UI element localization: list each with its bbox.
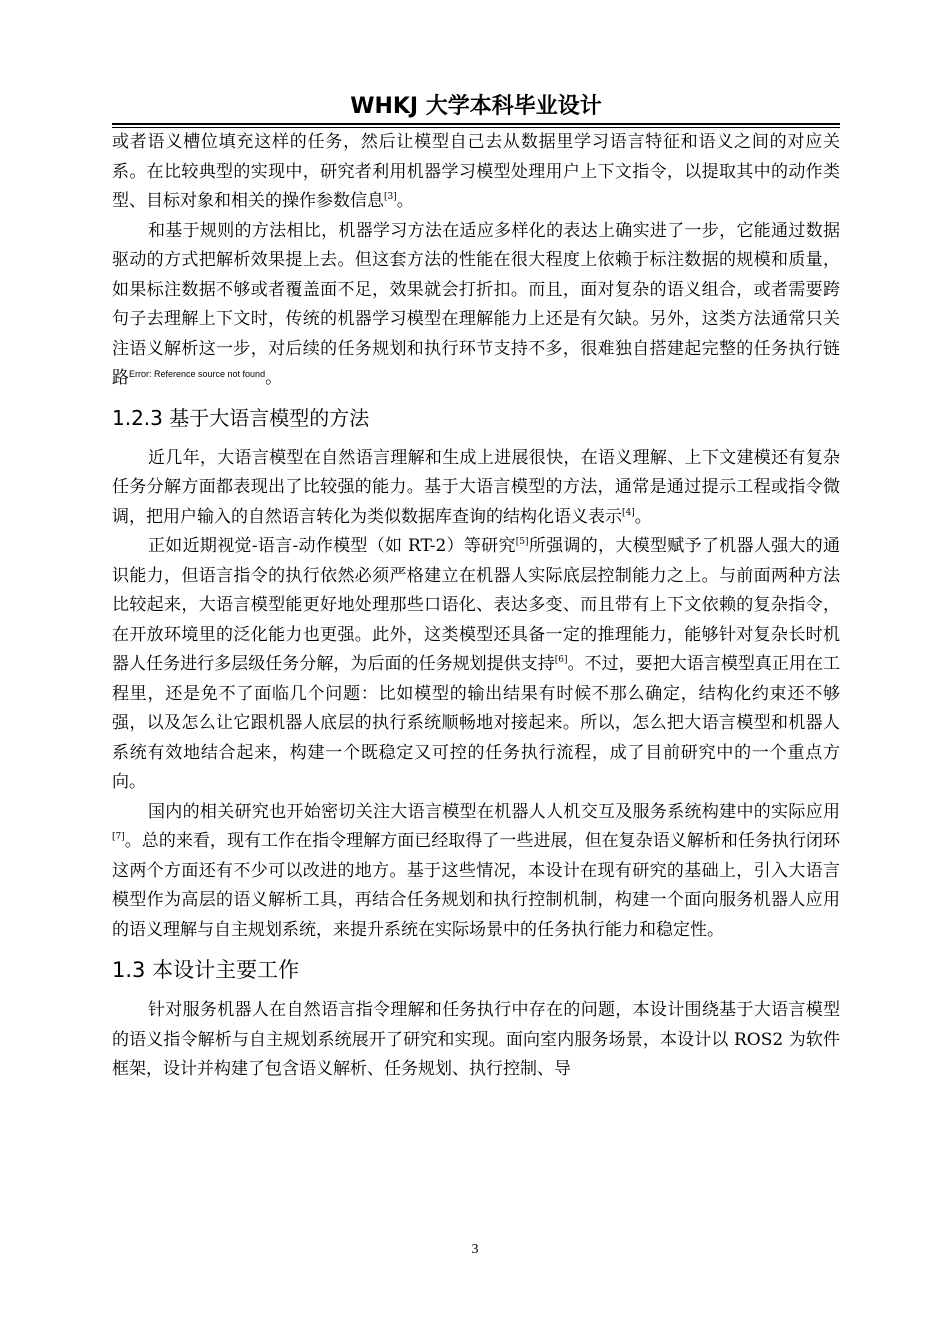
- citation-ref: [4]: [622, 507, 635, 518]
- page-header-title: WHKJ 大学本科毕业设计: [350, 94, 602, 119]
- paragraph-tail: 。: [265, 368, 283, 388]
- paragraph-text: 针对服务机器人在自然语言指令理解和任务执行中存在的问题，本设计围绕基于大语言模型的语义指令解析与自主规划系统展开了研究和实现。面向室内服务场景，本设计以 ROS2 为软件框架，设计并构建了包含语义解析、任务规划、执行控制、导: [112, 1000, 840, 1079]
- paragraph-tail: 。: [396, 191, 414, 211]
- page-number: 3: [471, 1242, 479, 1257]
- paragraph-ml-limitations: [112, 217, 840, 394]
- paragraph-text: 国内的相关研究也开始密切关注大语言模型在机器人人机交互及服务系统构建中的实际应用: [148, 801, 840, 822]
- citation-ref: [3]: [384, 192, 397, 202]
- paragraph-tail: 。: [634, 506, 652, 527]
- paragraph-text: 所强调的，大模型赋予了机器人强大的通识能力，但语言指令的执行依然必须严格建立在机器人实际底层控制能力之上。与前面两种方法比较起来，大语言模型能更好地处理那些口语化、表达多变、而且带有上下文依赖的复杂指令，在开放环境里的泛化能力也更强。此外，这类模型还具备一定的推理能力，能够针对复杂长时机器人任务进行多层级任务分解，为后面的任务规划提供支持: [112, 536, 840, 674]
- citation-ref: [6]: [554, 655, 568, 665]
- section-heading-1-3: 1.3 本设计主要工作: [112, 958, 300, 982]
- section-heading-1-2-3: 1.2.3 基于大语言模型的方法: [112, 405, 370, 430]
- paragraph-text: 。不过，要把大语言模型真正用在工程里，还是免不了面临几个问题：比如模型的输出结果有时候不那么确定，结构化约束还不够强，以及怎么让它跟机器人底层的执行系统顺畅地对接起来。所以，怎么把大语言模型和机器人系统有效地结合起来，构建一个既稳定又可控的任务执行流程，成了目前研究中的一个重点方向。: [112, 654, 841, 792]
- paragraph-text: 正如近期视觉-语言-动作模型（如 RT-2）等研究: [148, 536, 516, 556]
- header-rule-thick: [112, 123, 840, 125]
- paragraph-domestic-research: [112, 798, 840, 946]
- paragraph-text: 。总的来看，现有工作在指令理解方面已经取得了一些进展，但在复杂语义解析和任务执行闭环这两个方面还有不少可以改进的地方。基于这些情况，本设计在现有研究的基础上，引入大语言模型作为高层的语义解析工具，再结合任务规划和执行控制机制，构建一个面向服务机器人应用的语义理解与自主规划系统，来提升系统在实际场景中的任务执行能力和稳定性。: [112, 831, 840, 940]
- paragraph-llm-vla: [112, 532, 840, 798]
- paragraph-text: 近几年，大语言模型在自然语言理解和生成上进展很快，在语义理解、上下文建模还有复杂任务分解方面都表现出了比较强的能力。基于大语言模型的方法，通常是通过提示工程或指令微调，把用户输入的自然语言转化为类似数据库查询的结构化语义表示: [112, 447, 840, 527]
- paragraph-main-work: [112, 996, 840, 1085]
- paragraph-continued: [112, 128, 840, 217]
- paragraph-text: 或者语义槽位填充这样的任务，然后让模型自己去从数据里学习语言特征和语义之间的对应关系。在比较典型的实现中，研究者利用机器学习模型处理用户上下文指令，以提取其中的动作类型、目标对象和相关的操作参数信息: [112, 132, 840, 211]
- page-body: [112, 128, 840, 1085]
- citation-ref: [5]: [515, 537, 529, 547]
- citation-ref: [7]: [112, 832, 125, 842]
- paragraph-llm-intro: [112, 444, 840, 533]
- paragraph-text: 和基于规则的方法相比，机器学习方法在适应多样化的表达上确实进了一步，它能通过数据驱动的方式把解析效果提上去。但这套方法的性能在很大程度上依赖于标注数据的规模和质量，如果标注数据不够或者覆盖面不足，效果就会打折扣。而且，面对复杂的语义组合，或者需要跨句子去理解上下文时，传统的机器学习模型在理解能力上还是有欠缺。另外，这类方法通常只关注语义解析这一步，对后续的任务规划和执行环节支持不多，很难独自搭建起完整的任务执行链路: [112, 220, 840, 388]
- reference-error-text: Error: Reference source not found: [129, 369, 266, 379]
